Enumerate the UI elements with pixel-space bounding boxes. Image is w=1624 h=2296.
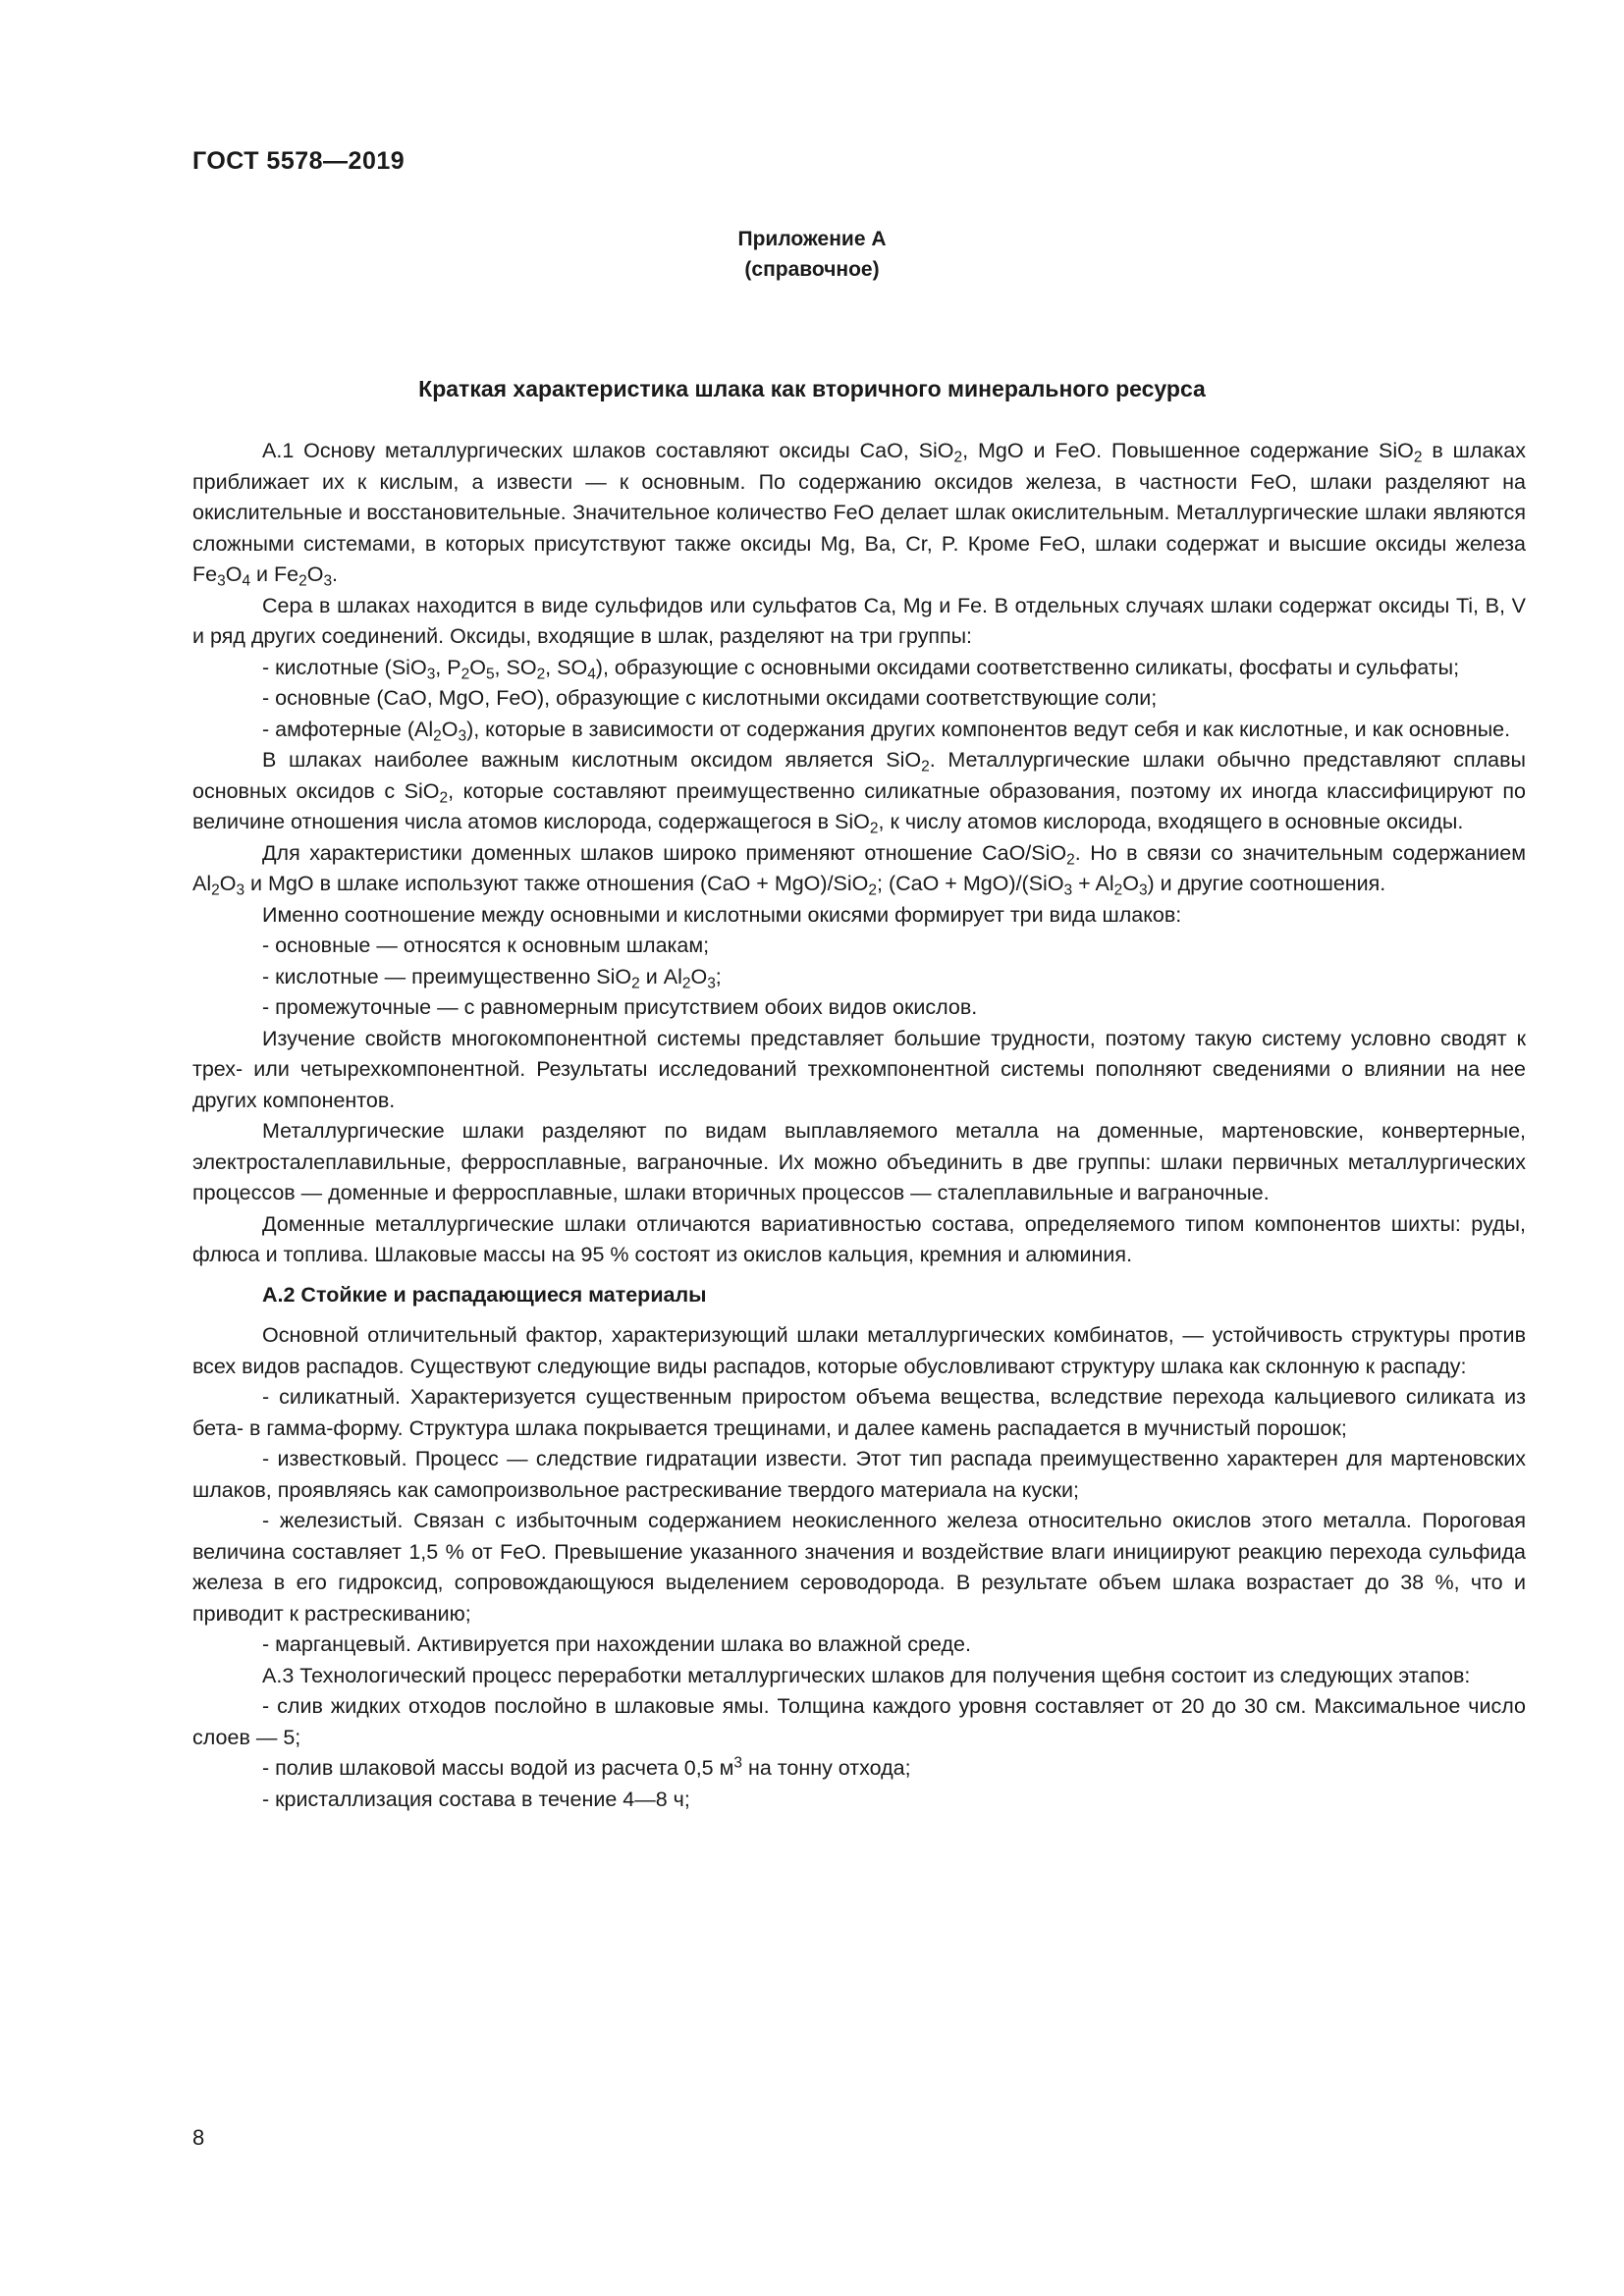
paragraph: Доменные металлургические шлаки отличаются вариативностью состава, определяемого типом компонентов шихты: руды, флюса и топлива. Шлаковые массы на 95 % состоят из окислов кальция, кремния и алюминия. [192,1211,1526,1266]
paragraph: А.3 Технологический процесс переработки металлургических шлаков для получения щебня состоит из следующих этапов: [262,1663,1471,1687]
paragraph: - основные — относятся к основным шлакам; [262,934,710,957]
paragraph: Именно соотношение между основными и кислотными окисями формирует три вида шлаков: [262,902,1182,927]
paragraph: - известковый. Процесс — следствие гидратации извести. Этот тип распада преимущественно характерен для мартеновских шлаков, проявляясь как самопроизвольное растрескивание твердого материала на куски; [192,1447,1526,1502]
subsection-heading: А.2 Стойкие и распадающиеся материалы [262,1282,707,1307]
annex-subtitle: (справочное) [744,258,880,281]
paragraph: - слив жидких отходов послойно в шлаковые ямы. Толщина каждого уровня составляет от 20 до 30 см. Максимальное число слоев — 5; [192,1694,1526,1749]
paragraph: В шлаках наиболее важным кислотным оксидом является SiO$_2$. Металлургические шлаки обычно представляют сплавы основных оксидов с SiO$_2$, которые составляют преимущественно силикатные образования, поэтому их иногда классифицируют по величине отношения числа атомов кислорода, содержащегося в SiO$_2$, к числу атомов кислорода, входящего в основные оксиды. [192,748,1526,837]
paragraph: - кристаллизация состава в течение 4—8 ч; [262,1787,690,1811]
paragraph: Изучение свойств многокомпонентной системы представляет большие трудности, поэтому такую систему условно сводят к трех- или четырехкомпонентной. Результаты исследований трехкомпонентной системы пополняют сведениями о влиянии на нее других компонентов. [192,1026,1526,1112]
paragraph: А.1 Основу металлургических шлаков составляют оксиды CaO, SiO$_2$, MgO и FeO. Повышенное содержание SiO$_2$ в шлаках приближает их к кислым, а извести — к основным. По содержанию оксидов железа, в частности FeO, шлаки разделяют на окислительные и восстановительные. Значительное количество FeO делает шлак окислительным. Металлургические шлаки являются сложными системами, в которых присутствуют также оксиды Mg, Ba, Cr, P. Кроме FeO, шлаки содержат и высшие оксиды железа $Fe_3O_4$ и $Fe_2O_3$. [192,439,1526,590]
paragraph: - железистый. Связан с избыточным содержанием неокисленного железа относительно окислов этого металла. Пороговая величина составляет 1,5 % от FeO. Превышение указанного значения и воздействие влаги инициируют реакцию перехода сульфида железа в его гидроксид, сопровождающуюся выделением сероводорода. В результате объем шлака возрастает до 38 %, что и приводит к растрескиванию; [192,1509,1526,1626]
annex-title: Приложение А [737,228,887,250]
paragraph: Сера в шлаках находится в виде сульфидов или сульфатов Ca, Mg и Fe. В отдельных случаях шлаки содержат оксиды Ti, B, V и ряд других соединений. Оксиды, входящие в шлак, разделяют на три группы: [192,593,1526,648]
paragraph: - кислотные (SiO$_3$, $P_2O_5$, $SO_2$, $SO_4$), образующие с основными оксидами соответственно силикаты, фосфаты и сульфаты; [262,655,1460,683]
paragraph: - основные (CaO, MgO, FeO), образующие с кислотными оксидами соответствующие соли; [262,686,1158,710]
paragraph: Металлургические шлаки разделяют по видам выплавляемого металла на доменные, мартеновские, конвертерные, электросталеплавильные, ферросплавные, ваграночные. Их можно объединить в две группы: шлаки первичных металлургических процессов — доменные и ферросплавные, шлаки вторичных процессов — сталеплавильные и ваграночные. [192,1119,1526,1204]
page-number: 8 [192,2125,205,2150]
paragraph: - силикатный. Характеризуется существенным приростом объема вещества, вследствие перехода кальциевого силиката из бета- в гамма-форму. Структура шлака покрывается трещинами, и далее камень распадается в мучнистый порошок; [192,1385,1526,1440]
paragraph: - полив шлаковой массы водой из расчета 0,5 $м^3$ на тонну отхода; [262,1754,911,1780]
paragraph: - марганцевый. Активируется при нахождении шлака во влажной среде. [262,1632,971,1656]
document-code-header: ГОСТ 5578—2019 [192,147,406,175]
paragraph: - кислотные — преимущественно SiO$_2$ и $Al_2O_3$; [262,964,722,992]
body-text [192,436,1526,1815]
annex-heading [0,224,1624,285]
paragraph: - амфотерные $(Al_2O_3)$, которые в зависимости от содержания других компонентов ведут себя и как кислотные, и как основные. [262,717,1511,745]
paragraph: Для характеристики доменных шлаков широко применяют отношение CaO/SiO$_2$. Но в связи со значительным содержанием $Al_2O_3$ и MgO в шлаке используют также отношения (CaO + MgO)/SiO$_2$; $(CaO + MgO)/(SiO_3 + Al_2O_3)$ и другие соотношения. [192,840,1526,899]
paragraph: - промежуточные — с равномерным присутствием обоих видов окислов. [262,995,978,1019]
section-title: Краткая характеристика шлака как вторичного минерального ресурса [418,376,1206,401]
paragraph: Основной отличительный фактор, характеризующий шлаки металлургических комбинатов, — устойчивость структуры против всех видов распадов. Существуют следующие виды распадов, которые обусловливают структуру шлака как склонную к распаду: [192,1323,1526,1378]
